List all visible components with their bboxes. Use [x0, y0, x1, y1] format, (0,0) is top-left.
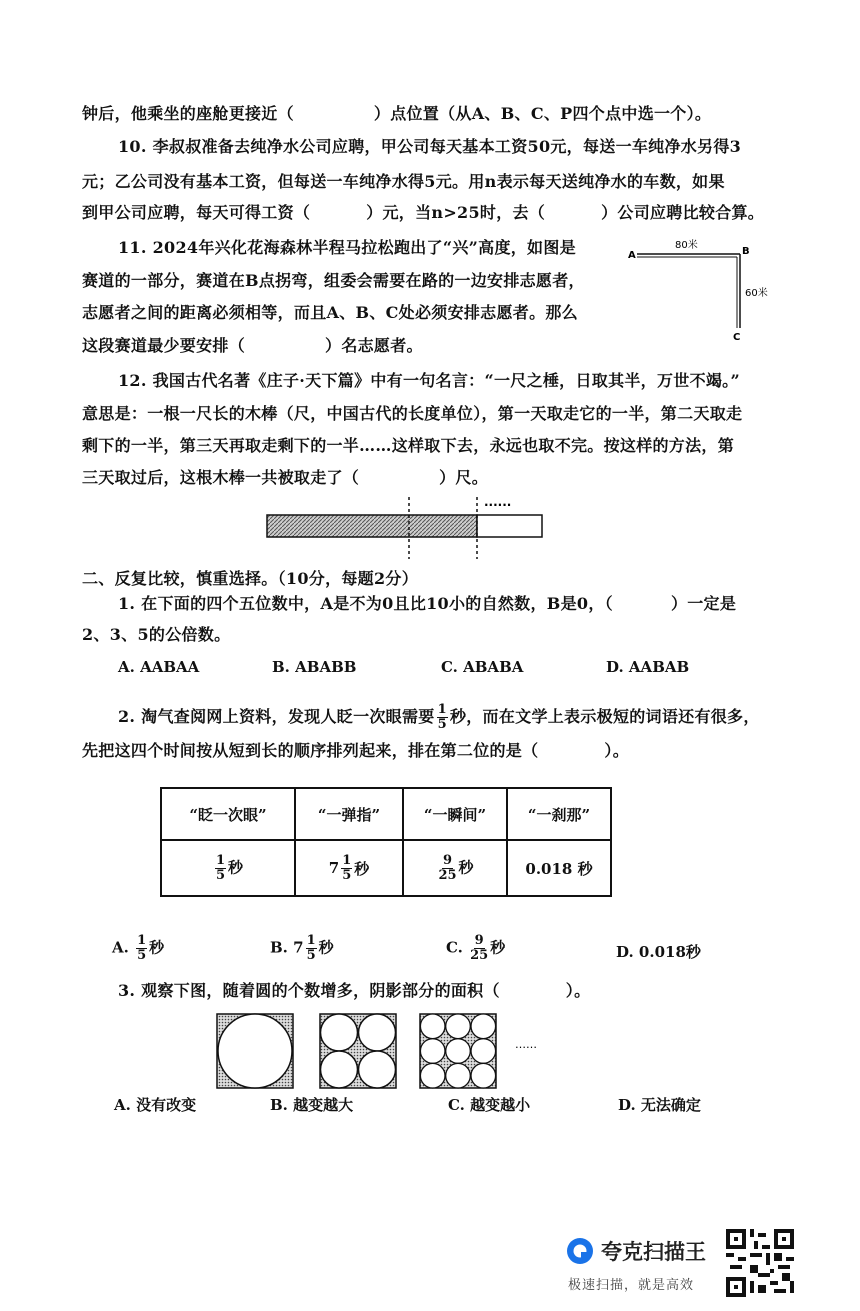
brand-slogan: 极速扫描，就是高效	[568, 1278, 695, 1293]
brand-logo-icon	[565, 1236, 595, 1266]
table-header: “一瞬间”	[403, 788, 507, 840]
continuation-dots: ······	[484, 498, 512, 512]
option-2c[interactable]: C. $\frac{9}{25}$ 秒	[446, 933, 506, 963]
question-11-line2: 赛道的一部分，赛道在B点拐弯，组委会需要在路的一边安排志愿者，	[82, 271, 585, 290]
question-12-line4: 三天取过后，这根木棒一共被取走了（ ）尺。	[82, 468, 489, 487]
question-12-line2: 意思是：一根一尺长的木棒（尺，中国古代的长度单位），第一天取走它的一半，第二天取走	[82, 404, 743, 423]
table-cell: $\frac{1}{5}$ 秒	[161, 840, 295, 896]
qr-code-icon	[726, 1229, 794, 1297]
question-11-line4: 这段赛道最少要安排（ ）名志愿者。	[82, 336, 423, 355]
table-cell: 7 $\frac{1}{5}$ 秒	[295, 840, 403, 896]
choice-question-2-line1: 2. 淘气查阅网上资料，发现人眨一次眼需要 $\frac{1}{5}$ 秒，而在文学上表示极短的词语还有很多，	[118, 702, 760, 732]
question-11-line3: 志愿者之间的距离必须相等，而且A、B、C处必须安排志愿者。那么	[82, 303, 578, 322]
question-10-line3: 到甲公司应聘，每天可得工资（ ）元，当n>25时，去（ ）公司应聘比较合算。	[82, 203, 765, 222]
question-10-line1: 10. 李叔叔准备去纯净水公司应聘，甲公司每天基本工资50元，每送一车纯净水另得3	[118, 137, 742, 156]
stick-diagram	[262, 495, 552, 563]
table-cell: $\frac{9}{25}$ 秒	[403, 840, 507, 896]
text-line: 钟后，他乘坐的座舱更接近（ ）点位置（从A、B、C、P四个点中选一个）。	[82, 104, 712, 123]
question-10-line2: 元；乙公司没有基本工资，但每送一车纯净水得5元。用n表示每天送纯净水的车数，如果	[82, 172, 725, 191]
option-2b[interactable]: B. 7 $\frac{1}{5}$ 秒	[270, 933, 334, 963]
question-12-line1: 12. 我国古代名著《庄子·天下篇》中有一句名言：“一尺之棰，日取其半，万世不竭。”	[118, 371, 740, 390]
brand-name: 夸克扫描王	[601, 1240, 706, 1264]
table-header: “一弹指”	[295, 788, 403, 840]
table-header: “眨一次眼”	[161, 788, 295, 840]
option-3d[interactable]: D. 无法确定	[618, 1096, 701, 1114]
option-3a[interactable]: A. 没有改变	[114, 1096, 197, 1114]
choice-question-1-line1: 1. 在下面的四个五位数中，A是不为0且比10小的自然数，B是0，（ ）一定是	[118, 594, 737, 613]
figure-continuation-dots: ……	[515, 1038, 537, 1051]
point-b-label: B	[742, 246, 750, 257]
square-one-circle	[217, 1014, 293, 1088]
stick-taken-part	[267, 515, 477, 537]
point-c-label: C	[733, 332, 741, 343]
option-1a[interactable]: A. AABAA	[118, 658, 200, 676]
ab-length-label: 80米	[675, 240, 698, 251]
option-2d[interactable]: D. 0.018秒	[616, 943, 701, 961]
option-1b[interactable]: B. ABABB	[272, 658, 357, 676]
circles-in-squares-figure	[212, 1012, 542, 1090]
section-2-title: 二、反复比较，慎重选择。（10分，每题2分）	[82, 569, 418, 588]
choice-question-3-line1: 3. 观察下图，随着圆的个数增多，阴影部分的面积（ ）。	[118, 981, 591, 1000]
choice-question-2-line2: 先把这四个时间按从短到长的顺序排列起来，排在第二位的是（ ）。	[82, 741, 630, 760]
question-12-line3: 剩下的一半，第三天再取走剩下的一半……这样取下去，永远也取不完。按这样的方法，第	[82, 436, 735, 455]
scanner-brand	[565, 1236, 706, 1266]
fraction-one-fifth: $\frac{1}{5}$	[437, 702, 447, 732]
option-3c[interactable]: C. 越变越小	[448, 1096, 531, 1114]
stick-remaining-part	[477, 515, 542, 537]
point-a-label: A	[628, 250, 636, 261]
option-2a[interactable]: A. $\frac{1}{5}$ 秒	[112, 933, 165, 963]
time-comparison-table	[160, 787, 612, 897]
choice-question-1-line2: 2、3、5的公倍数。	[82, 625, 231, 644]
table-cell: 0.018 秒	[507, 840, 611, 896]
square-nine-circles	[420, 1014, 496, 1088]
question-11-line1: 11. 2024年兴化花海森林半程马拉松跑出了“兴”高度，如图是	[118, 238, 576, 257]
square-four-circles	[320, 1014, 396, 1088]
option-3b[interactable]: B. 越变越大	[270, 1096, 354, 1114]
table-header: “一刹那”	[507, 788, 611, 840]
option-1d[interactable]: D. AABAB	[606, 658, 690, 676]
race-track-diagram	[625, 236, 775, 346]
option-1c[interactable]: C. ABABA	[441, 658, 524, 676]
bc-length-label: 60米	[745, 288, 768, 299]
